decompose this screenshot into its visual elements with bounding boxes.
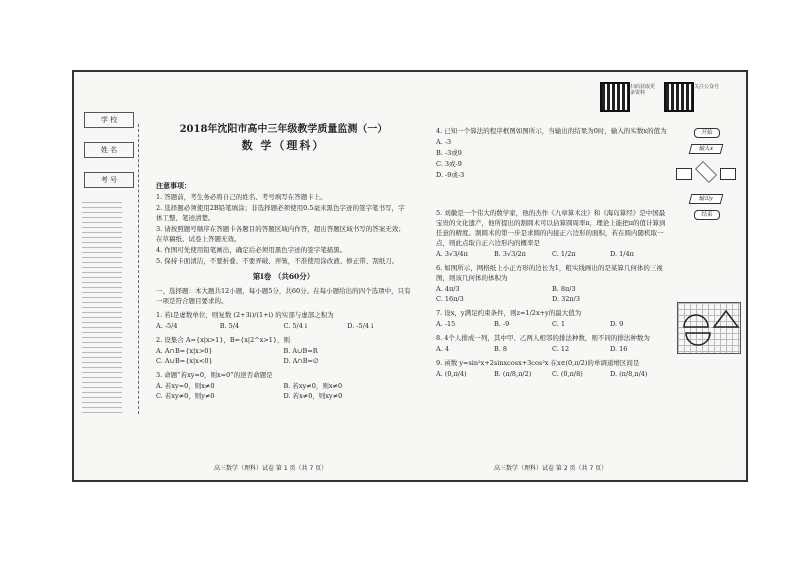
binding-line [138,124,139,414]
question-5: 5. 刘徽是一个伟大的数学家，他的杰作《九章算术注》和《海岛算经》是中国最宝贵的文化遗产，他所提出的割圆术可以估算圆周率π，理论上能把π的值计算到任意的精度。割圆术的第一步是求圆的内接正六边形的面积，若在圆内随机取一点，则此点取自正六边形内的概率是 [436,209,666,247]
option-b: B. 8π/3 [552,285,576,293]
exam-title: 2018年沈阳市高中三年级教学质量监测（一） [179,124,388,135]
option-d: D. A∩B=∅ [283,357,319,365]
option-c: C. 1 [552,320,566,328]
option-b: B. (π/8,π/2) [494,370,532,378]
option-c: C. 1/2π [552,250,576,258]
question-6-options [436,284,668,294]
option-c: C. A∪B={x|x<0} [156,357,213,365]
right-column [436,125,668,379]
option-c: C. (0,π/8) [552,370,583,378]
part1-heading: 第Ⅰ卷 （共60分） [252,272,315,281]
left-column [156,125,411,401]
option-a: A. 4 [436,345,449,353]
question-1-options [156,321,411,331]
option-a: A. A∩B={x|x>0} [156,347,213,355]
option-a: A. 3√3/4π [436,250,468,258]
flow-output: 输出y [689,194,724,204]
exam-sheet [72,70,748,482]
option-c: C. 16π/3 [436,295,464,303]
question-7: 7. 设x，y满足约束条件，则z=1/2x+y的最大值为 [436,309,582,317]
question-6: 6. 如图所示，网格纸上小正方形的边长为1，粗实线画出的是某算几何体的三视图，则该几何体的体积为 [436,264,663,282]
notice-heading: 注意事项： [156,181,191,190]
question-3: 3. 命题“若xy=0，则x=0”的逆否命题是 [156,371,273,379]
notice-item: 4. 作图可先使用铅笔画出，确定后必须用黑色字迹的签字笔描黑。 [156,246,347,254]
flow-decision [695,161,717,183]
option-d: D. 1/4π [610,250,634,258]
option-b: B. 8 [494,345,508,353]
question-2: 2. 设集合 A={x|x>1}，B={x|2^x>1}，则 [156,336,291,344]
question-8: 8. 4个人排成一列，其中甲、乙两人相邻的排法种数，则不同的排法种数为 [436,334,650,342]
qr-code-icon [600,82,630,112]
option-d: D. -9或-3 [436,171,465,179]
question-1: 1. 若i是虚数单位，则复数 (2+3i)/(1+i) 的实部与虚部之积为 [156,311,334,319]
question-2-options [156,346,411,356]
option-c: C. 12 [552,345,570,353]
question-7-options [436,319,668,329]
flow-start: 开始 [694,128,720,138]
notice-item: 2. 选择题必须使用2B铅笔填涂；非选择题必须使用0.5毫米黑色字迹的签字笔书写，字体工整、笔迹清楚。 [156,204,405,222]
flow-process [720,168,736,180]
option-b: B. A∪B=R [283,347,318,355]
notice-item: 5. 保持卡面清洁，不要折叠、不要弄破、弄皱，不准使用涂改液、修正带、刮纸刀。 [156,257,399,265]
qr-code-icon [664,82,694,112]
option-d: D. 32π/3 [552,295,580,303]
question-8-options [436,344,668,354]
option-d: D. (π/8,π/4) [610,370,648,378]
option-a: A. -15 [436,320,456,328]
option-a: A. -5/4 [156,322,178,330]
page-footer-right: 高三数学（理科）试卷 第 2 页（共 7 页） [494,465,608,472]
option-a: A. (0,π/4) [436,370,467,378]
exam-number-field: 考 号 [84,172,134,188]
option-b: B. 3√3/2π [494,250,526,258]
option-d: D. 若x≠0，则xy≠0 [283,392,343,400]
option-c: C. 若xy≠0，则y≠0 [156,392,215,400]
qr-caption: 扫码获取更多资料 [630,84,656,96]
option-c: C. 3或-9 [436,160,462,168]
question-6-options [436,294,668,304]
option-b: B. -3或9 [436,149,462,157]
option-d: D. 16 [610,345,628,353]
three-view-figure [678,303,740,353]
option-d: D. 9 [610,320,624,328]
option-a: A. -3 [436,138,452,146]
name-field: 姓 名 [84,142,134,158]
question-3-options [156,391,411,401]
question-3-options [156,381,411,391]
question-9-options [436,369,668,379]
option-b: B. -9 [494,320,510,328]
part1-intro: 一、选择题：本大题共12小题，每小题5分，共60分。在每小题给出的四个选项中，只有一项是符合题目要求的。 [156,287,411,305]
option-a: A. 若xy=0，则x≠0 [156,382,215,390]
flowchart-diagram [676,128,738,224]
school-field: 学 校 [84,112,134,128]
flow-end: 结束 [694,210,720,220]
option-a: A. 4π/3 [436,285,460,293]
three-view-grid [677,302,741,354]
barcode-stripe [82,202,122,417]
exam-subject: 数 学（理科） [241,139,326,152]
option-b: B. 5/4 [219,322,240,330]
page-footer-left: 高三数学（理科）试卷 第 1 页（共 7 页） [214,465,328,472]
question-2-options [156,356,411,366]
question-9: 9. 函数 y=sin²x+2sinxcosx+3cos²x 在x∈(0,π/2)的单调递增区间是 [436,359,640,367]
qr-caption: 关注公众号 [694,84,720,90]
question-4: 4. 已知一个算法的程序框图如图所示，当输出的结果为0时，输入的实数x的值为 [436,127,667,135]
question-5-options [436,249,668,259]
option-d: D. -5/4 i [347,322,374,330]
flow-input: 输入x [689,144,724,154]
option-b: B. 若xy≠0，则x≠0 [283,382,343,390]
notice-item: 3. 请按照题号顺序在答题卡各题目的答题区域内作答，超出答题区域书写的答案无效；在草稿纸、试卷上答题无效。 [156,225,405,243]
option-c: C. 5/4 i [283,322,307,330]
notice-item: 1. 答题前，考生务必将自己的姓名、考号填写在答题卡上。 [156,193,327,201]
flow-process [676,168,692,180]
